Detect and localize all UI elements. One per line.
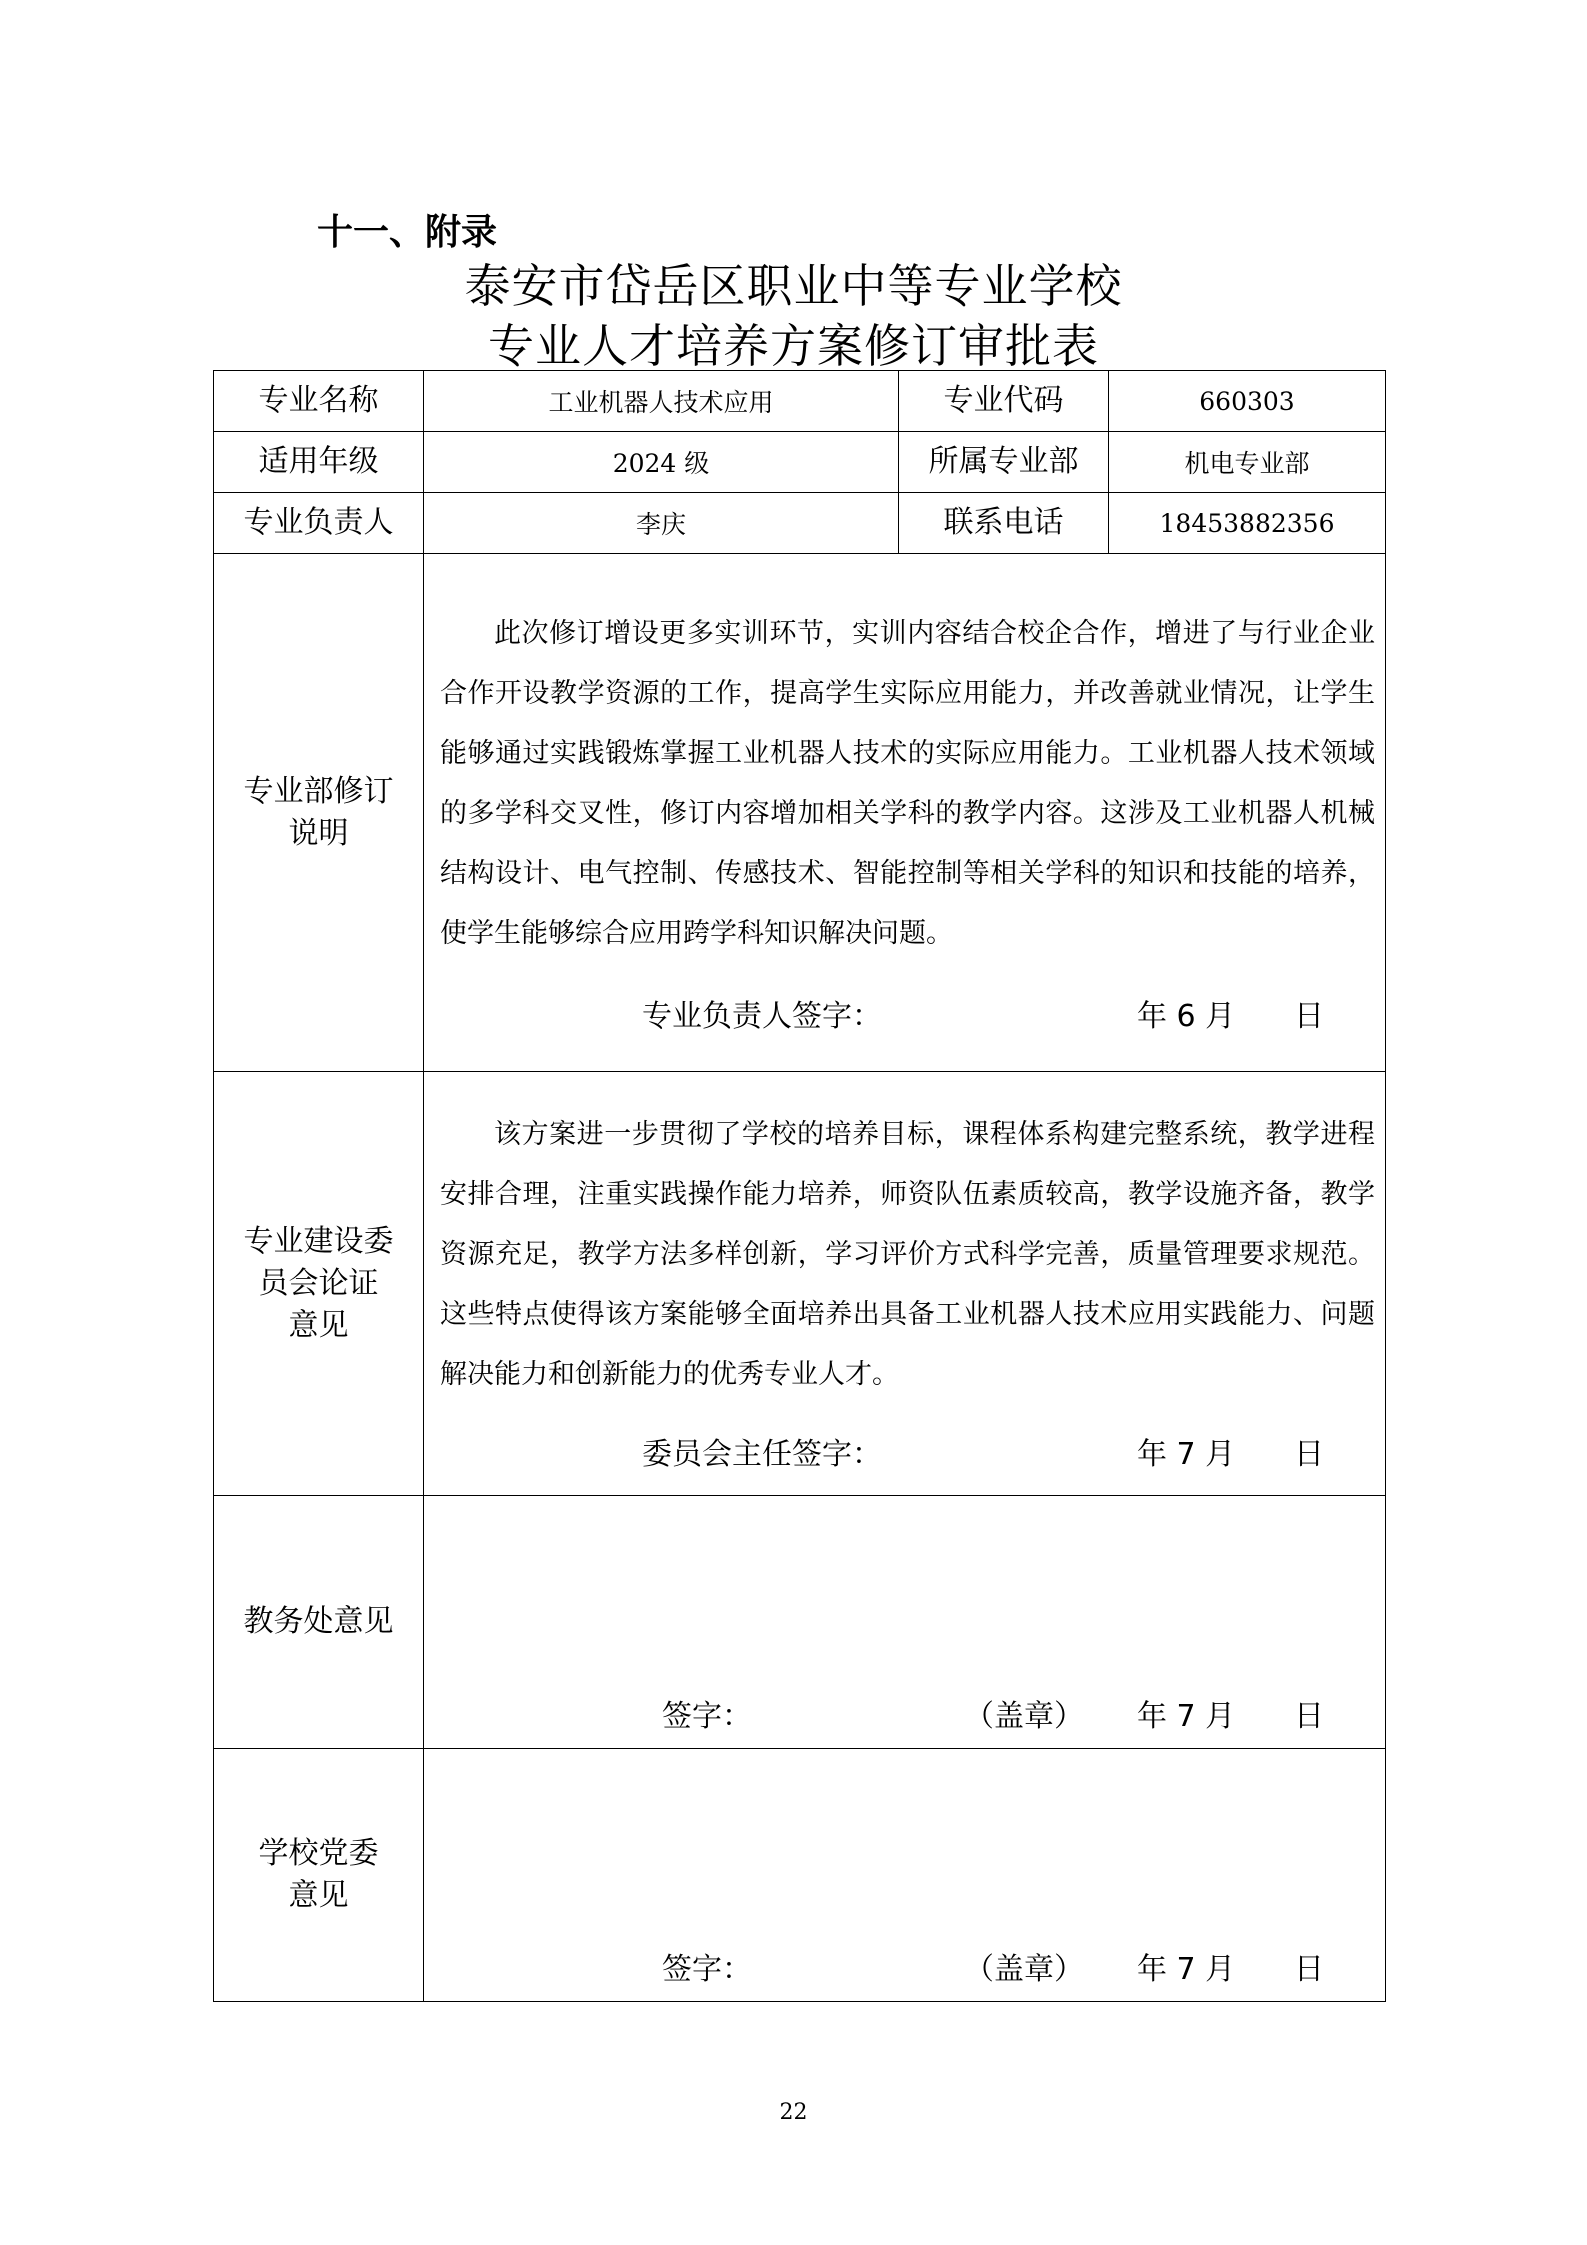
page-number: 22 bbox=[779, 2100, 808, 2125]
phone-value: 18453882356 bbox=[1109, 493, 1386, 554]
academic-affairs-label: 教务处意见 bbox=[214, 1496, 424, 1749]
department-value: 机电专业部 bbox=[1109, 432, 1386, 493]
revision-signature-line bbox=[424, 991, 1385, 1034]
revision-date-month: 年 6 月 bbox=[1137, 999, 1236, 1034]
revision-notes-label: 专业部修订 说明 bbox=[214, 554, 424, 1072]
academic-affairs-date-day: 日 bbox=[1294, 1699, 1324, 1734]
table-row bbox=[214, 432, 1386, 493]
section-heading: 十一、附录 bbox=[317, 212, 498, 253]
committee-date-day: 日 bbox=[1294, 1437, 1324, 1472]
committee-date-month: 年 7 月 bbox=[1137, 1437, 1236, 1472]
party-committee-cell bbox=[424, 1749, 1386, 2002]
revision-date-day: 日 bbox=[1294, 999, 1324, 1034]
academic-affairs-signature-label: 签字： bbox=[662, 1699, 752, 1734]
revision-notes-cell bbox=[424, 554, 1386, 1072]
major-name-label: 专业名称 bbox=[214, 371, 424, 432]
major-code-label: 专业代码 bbox=[899, 371, 1109, 432]
approval-form-table bbox=[213, 370, 1386, 2002]
party-committee-date-month: 年 7 月 bbox=[1137, 1952, 1236, 1987]
party-committee-label: 学校党委 意见 bbox=[214, 1749, 424, 2002]
major-leader-value: 李庆 bbox=[424, 493, 899, 554]
table-row bbox=[214, 1749, 1386, 2002]
table-row bbox=[214, 371, 1386, 432]
major-leader-label: 专业负责人 bbox=[214, 493, 424, 554]
table-row bbox=[214, 493, 1386, 554]
committee-opinion-label: 专业建设委 员会论证 意见 bbox=[214, 1072, 424, 1496]
party-committee-seal-label: （盖章） bbox=[964, 1952, 1084, 1987]
academic-affairs-seal-label: （盖章） bbox=[964, 1699, 1084, 1734]
department-label: 所属专业部 bbox=[899, 432, 1109, 493]
grade-label: 适用年级 bbox=[214, 432, 424, 493]
major-code-value: 660303 bbox=[1109, 371, 1386, 432]
leader-signature-label: 专业负责人签字： bbox=[642, 999, 882, 1034]
table-row bbox=[214, 1072, 1386, 1496]
table-row bbox=[214, 554, 1386, 1072]
phone-label: 联系电话 bbox=[899, 493, 1109, 554]
committee-chair-signature-label: 委员会主任签字： bbox=[642, 1437, 882, 1472]
party-committee-signature-line bbox=[424, 1944, 1385, 1987]
table-row bbox=[214, 1496, 1386, 1749]
grade-value: 2024 级 bbox=[424, 432, 899, 493]
committee-opinion-text: 该方案进一步贯彻了学校的培养目标，课程体系构建完整系统，教学进程安排合理，注重实践操作能力培养，师资队伍素质较高，教学设施齐备，教学资源充足，教学方法多样创新，学习评价方式科学完善，质量管理要求规范。这些特点使得该方案能够全面培养出具备工业机器人技术应用实践能力、问题解决能力和创新能力的优秀专业人才。 bbox=[440, 1119, 1375, 1390]
document-title-line-1: 泰安市岱岳区职业中等专业学校 bbox=[464, 259, 1123, 313]
revision-notes-text: 此次修订增设更多实训环节，实训内容结合校企合作，增进了与行业企业合作开设教学资源的工作，提高学生实际应用能力，并改善就业情况，让学生能够通过实践锻炼掌握工业机器人技术的实际应用能力。工业机器人技术领域的多学科交叉性，修订内容增加相关学科的教学内容。这涉及工业机器人机械结构设计、电气控制、传感技术、智能控制等相关学科的知识和技能的培养，使学生能够综合应用跨学科知识解决问题。 bbox=[440, 618, 1375, 949]
document-title-line-2: 专业人才培养方案修订审批表 bbox=[488, 319, 1099, 373]
academic-affairs-date-month: 年 7 月 bbox=[1137, 1699, 1236, 1734]
party-committee-signature-label: 签字： bbox=[662, 1952, 752, 1987]
party-committee-date-day: 日 bbox=[1294, 1952, 1324, 1987]
major-name-value: 工业机器人技术应用 bbox=[424, 371, 899, 432]
committee-opinion-cell bbox=[424, 1072, 1386, 1496]
academic-affairs-signature-line bbox=[424, 1691, 1385, 1734]
committee-signature-line bbox=[424, 1429, 1385, 1472]
academic-affairs-cell bbox=[424, 1496, 1386, 1749]
